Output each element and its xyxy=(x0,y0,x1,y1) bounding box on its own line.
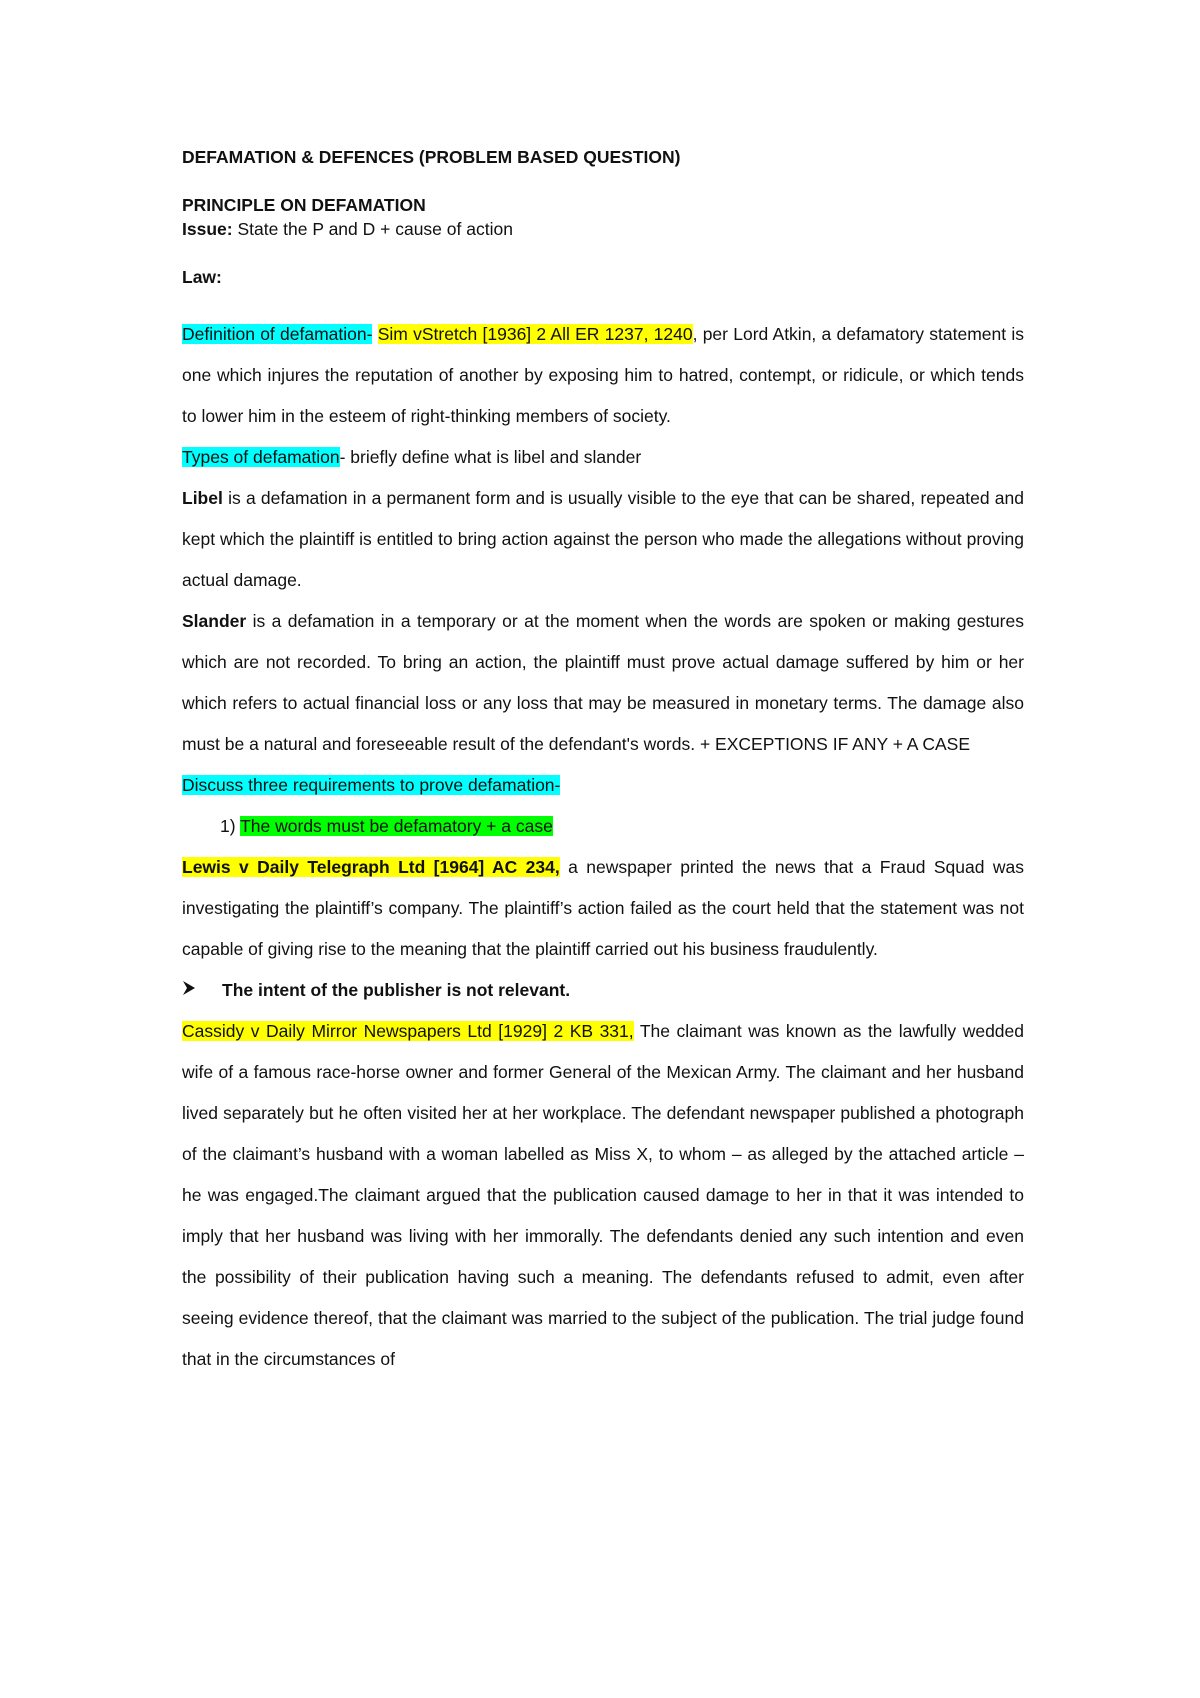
libel-text: is a defamation in a permanent form and is usually visible to the eye that can be shared, repeated and kept which the plaintiff is entitled to bring action against the person who made the allegations without proving actual damage. xyxy=(182,488,1024,590)
requirement-1-number: 1) xyxy=(220,816,236,836)
principle-heading: PRINCIPLE ON DEFAMATION xyxy=(182,195,426,215)
slander-text: is a defamation in a temporary or at the moment when the words are spoken or making gestures which are not recorded. To bring an action, the plaintiff must prove actual damage suffered by him or her which refers to actual financial loss or any loss that may be measured in monetary terms. The damage also must be a natural and foreseeable result of the defendant's words. + EXCEPTIONS IF ANY + A CASE xyxy=(182,611,1024,754)
arrow-bullet-icon xyxy=(182,970,222,1011)
definition-text: , per Lord Atkin, a defamatory statement is one which injures the reputation of another by exposing him to hatred, contempt, or ridicule, or which tends to lower him in the esteem of right-thinking members of society. xyxy=(182,324,1024,426)
slander-paragraph xyxy=(182,601,1024,765)
libel-paragraph xyxy=(182,478,1024,601)
requirement-1-text: The words must be defamatory + a case xyxy=(240,816,553,836)
types-label: Types of defamation xyxy=(182,447,340,467)
cassidy-case: Cassidy v Daily Mirror Newspapers Ltd [1929] 2 KB 331, xyxy=(182,1021,634,1041)
issue-text: State the P and D + cause of action xyxy=(232,219,513,239)
cassidy-paragraph xyxy=(182,1011,1024,1380)
issue-label: Issue: xyxy=(182,219,233,239)
issue-line xyxy=(182,218,1024,240)
intent-bullet-text: The intent of the publisher is not relevant. xyxy=(222,980,571,1000)
requirement-1 xyxy=(182,806,1024,847)
cassidy-text: The claimant was known as the lawfully wedded wife of a famous race-horse owner and former General of the Mexican Army. The claimant and her husband lived separately but he often visited her at her workplace. The defendant newspaper published a photograph of the claimant’s husband with a woman labelled as Miss X, to whom – as alleged by the attached article – he was engaged.The claimant argued that the publication caused damage to her in that it was intended to imply that her husband was living with her immorally. The defendants denied any such intention and even the possibility of their publication having such a meaning. The defendants refused to admit, even after seeing evidence thereof, that the claimant was married to the subject of the publication. The trial judge found that in the circumstances of xyxy=(182,1021,1024,1369)
definition-label: Definition of defamation- xyxy=(182,324,373,344)
arrow-bullet-glyph xyxy=(182,980,196,996)
types-text: - briefly define what is libel and slander xyxy=(339,447,642,467)
types-line xyxy=(182,437,1024,478)
requirements-line xyxy=(182,765,1024,806)
document-title: DEFAMATION & DEFENCES (PROBLEM BASED QUESTION) xyxy=(182,147,681,167)
libel-term: Libel xyxy=(182,488,223,508)
intent-bullet xyxy=(182,970,1024,1011)
definition-case: Sim vStretch [1936] 2 All ER 1237, 1240 xyxy=(377,324,693,344)
lewis-case: Lewis v Daily Telegraph Ltd [1964] AC 234, xyxy=(182,857,560,877)
lewis-paragraph xyxy=(182,847,1024,970)
slander-term: Slander xyxy=(182,611,247,631)
lewis-text: a newspaper printed the news that a Fraud Squad was investigating the plaintiff’s company. The plaintiff’s action failed as the court held that the statement was not capable of giving rise to the meaning that the plaintiff carried out his business fraudulently. xyxy=(182,857,1024,959)
definition-paragraph xyxy=(182,314,1024,437)
law-label: Law: xyxy=(182,267,222,287)
requirements-heading: Discuss three requirements to prove defamation- xyxy=(182,775,561,795)
